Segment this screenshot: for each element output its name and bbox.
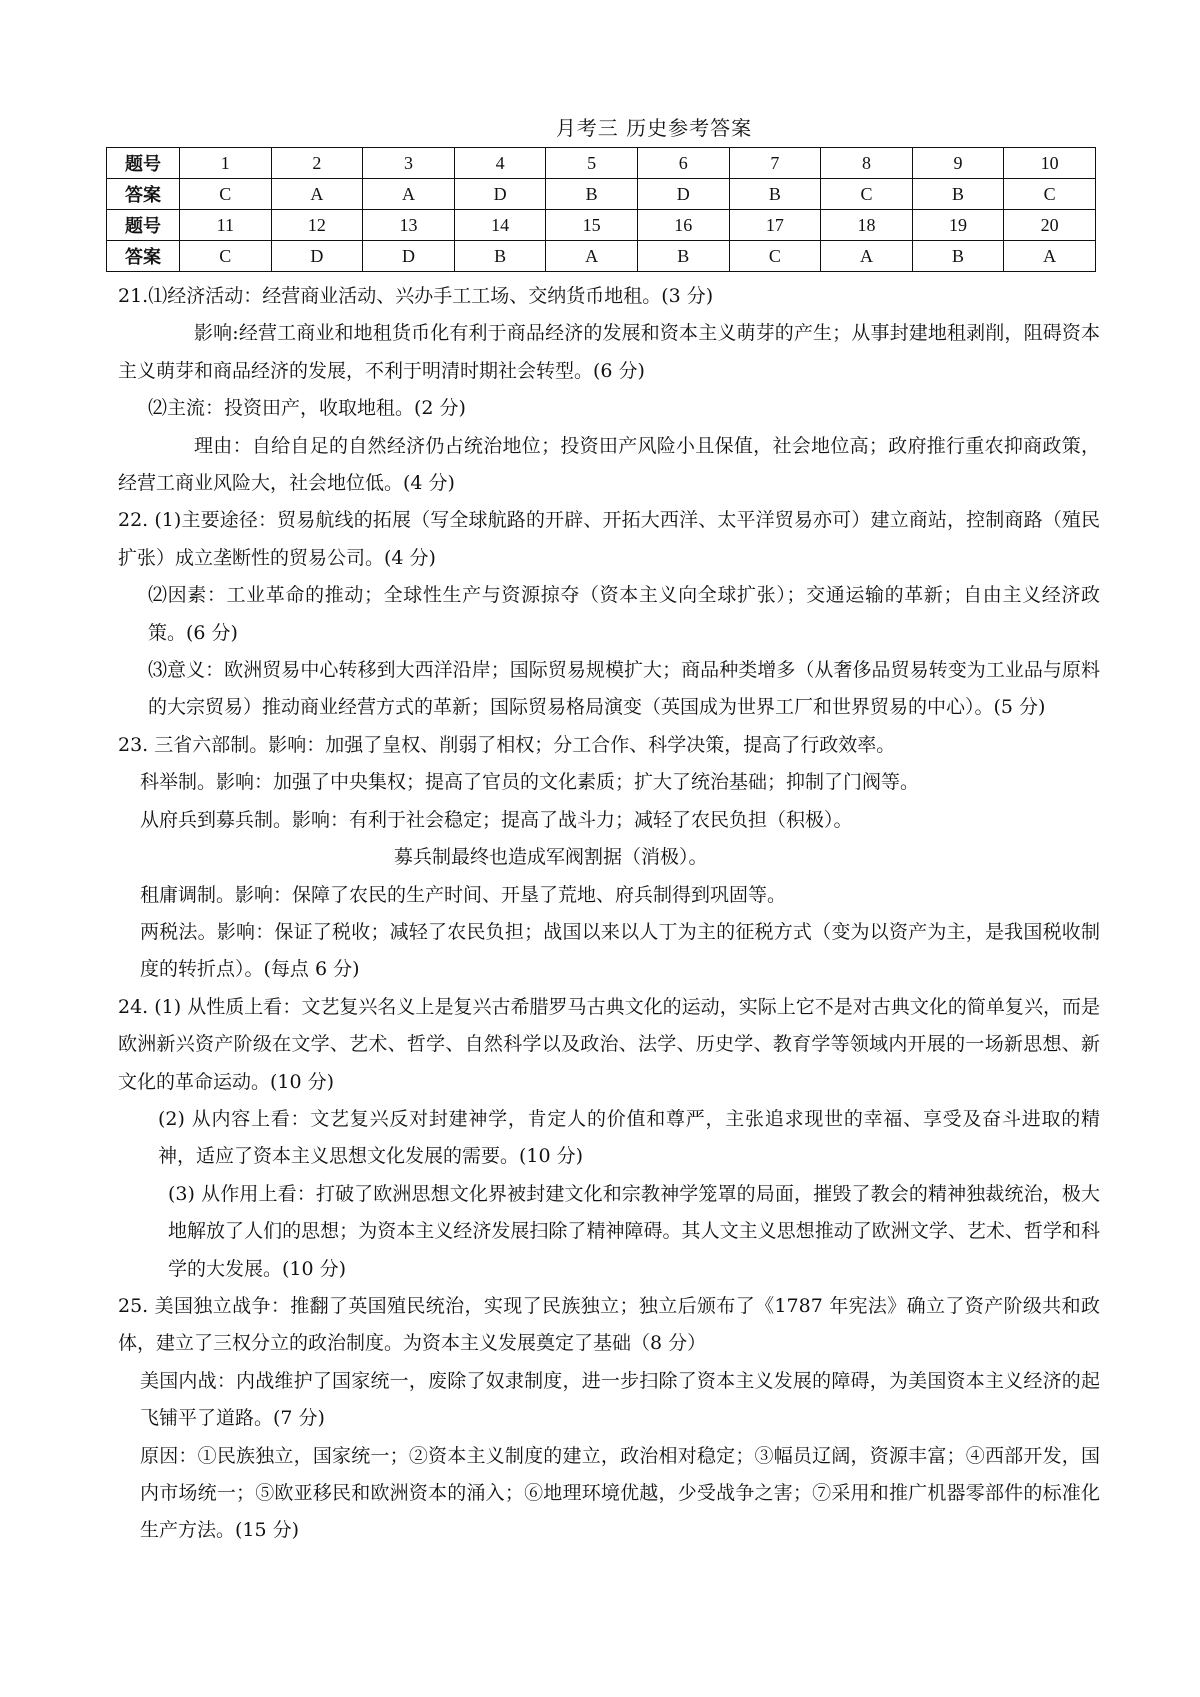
table-cell: B xyxy=(912,179,1004,210)
table-cell: 5 xyxy=(546,148,638,179)
table-cell: 19 xyxy=(912,210,1004,241)
q25-1: 25. 美国独立战争：推翻了英国殖民统治，实现了民族独立；独立后颁布了《1787 年宪法》确立了资产阶级共和政体，建立了三权分立的政治制度。为资本主义发展奠定了基础（8 分） xyxy=(118,1294,1100,1355)
q21-1: 21.⑴经济活动：经营商业活动、兴办手工工场、交纳货币地租。(3 分) xyxy=(118,285,714,307)
q23-3b: 募兵制最终也造成军阀割据（消极）。 xyxy=(394,846,708,869)
table-cell: 8 xyxy=(821,148,913,179)
q21-1-impact: 影响:经营工商业和地租货币化有利于商品经济的发展和资本主义萌芽的产生；从事封建地租剥削，阻碍资本主义萌芽和商品经济的发展，不利于明清时期社会转型。(6 分) xyxy=(118,322,1100,382)
table-cell: B xyxy=(637,241,729,272)
table-cell: A xyxy=(546,241,638,272)
q23-1: 23. 三省六部制。影响：加强了皇权、削弱了相权；分工合作、科学决策，提高了行政效率。 xyxy=(118,733,896,756)
table-cell: 2 xyxy=(271,148,363,179)
q23-3: 从府兵到募兵制。影响：有利于社会稳定；提高了战斗力；减轻了农民负担（积极）。 xyxy=(140,808,853,831)
table-row xyxy=(107,179,1096,210)
table-cell: 4 xyxy=(454,148,546,179)
table-cell: B xyxy=(454,241,546,272)
table-cell: C xyxy=(1004,179,1096,210)
table-cell: 16 xyxy=(637,210,729,241)
table-cell: 7 xyxy=(729,148,821,179)
q23-5: 两税法。影响：保证了税收；减轻了农民负担；战国以来以人丁为主的征税方式（变为以资产为主，是我国税收制度的转折点）。(每点 6 分) xyxy=(140,920,1100,981)
row-label: 答案 xyxy=(107,179,180,210)
q24-2: (2) 从内容上看：文艺复兴反对封建神学，肯定人的价值和尊严，主张追求现世的幸福、享受及奋斗进取的精神，适应了资本主义思想文化发展的需要。(10 分) xyxy=(158,1107,1100,1168)
q21-2-reason: 理由：自给自足的自然经济仍占统治地位；投资田产风险小且保值，社会地位高；政府推行重农抑商政策，经营工商业风险大，社会地位低。(4 分) xyxy=(118,434,1100,495)
page-title: 月考三 历史参考答案 xyxy=(555,116,753,140)
table-cell: 9 xyxy=(912,148,1004,179)
table-cell: 18 xyxy=(821,210,913,241)
q22-1: 22. (1)主要途径：贸易航线的拓展（写全球航路的开辟、开拓大西洋、太平洋贸易亦可）建立商站，控制商路（殖民扩张）成立垄断性的贸易公司。(4 分) xyxy=(118,509,1100,569)
table-cell: 13 xyxy=(363,210,455,241)
table-cell: D xyxy=(271,241,363,272)
answer-sheet xyxy=(118,112,1100,1550)
q25-3: 原因：①民族独立，国家统一；②资本主义制度的建立，政治相对稳定；③幅员辽阔，资源丰富；④西部开发，国内市场统一；⑤欧亚移民和欧洲资本的涌入；⑥地理环境优越，少受战争之害；⑦采用和推广机器零部件的标准化生产方法。(15 分) xyxy=(140,1444,1100,1542)
table-cell: 15 xyxy=(546,210,638,241)
table-cell: B xyxy=(729,179,821,210)
table-cell: 10 xyxy=(1004,148,1096,179)
table-row xyxy=(107,148,1096,179)
q25-2: 美国内战：内战维护了国家统一，废除了奴隶制度，进一步扫除了资本主义发展的障碍，为美国资本主义经济的起飞铺平了道路。(7 分) xyxy=(140,1369,1100,1430)
table-cell: C xyxy=(729,241,821,272)
table-cell: 20 xyxy=(1004,210,1096,241)
answer-table xyxy=(106,147,1096,272)
table-cell: C xyxy=(821,179,913,210)
q24-1: 24. (1) 从性质上看：文艺复兴名义上是复兴古希腊罗马古典文化的运动，实际上它不是对古典文化的简单复兴，而是欧洲新兴资产阶级在文学、艺术、哲学、自然科学以及政治、法学、历史学、教育学等领域内开展的一场新思想、新文化的革命运动。(10 分) xyxy=(118,995,1100,1093)
q24-3: (3) 从作用上看：打破了欧洲思想文化界被封建文化和宗教神学笼罩的局面，摧毁了教会的精神独裁统治，极大地解放了人们的思想；为资本主义经济发展扫除了精神障碍。其人文主义思想推动了欧洲文学、艺术、哲学和科学的大发展。(10 分) xyxy=(168,1182,1100,1280)
table-cell: D xyxy=(637,179,729,210)
row-label: 题号 xyxy=(107,148,180,179)
table-cell: 1 xyxy=(180,148,272,179)
table-cell: 12 xyxy=(271,210,363,241)
table-cell: 3 xyxy=(363,148,455,179)
q22-3: ⑶意义：欧洲贸易中心转移到大西洋沿岸；国际贸易规模扩大；商品种类增多（从奢侈品贸易转变为工业品与原料的大宗贸易）推动商业经营方式的革新；国际贸易格局演变（英国成为世界工厂和世界贸易的中心）。(5 分) xyxy=(148,659,1100,719)
q23-4: 租庸调制。影响：保障了农民的生产时间、开垦了荒地、府兵制得到巩固等。 xyxy=(140,883,787,906)
row-label: 答案 xyxy=(107,241,180,272)
table-cell: C xyxy=(180,241,272,272)
table-cell: B xyxy=(912,241,1004,272)
row-label: 题号 xyxy=(107,210,180,241)
table-cell: 14 xyxy=(454,210,546,241)
table-cell: A xyxy=(821,241,913,272)
q22-2: ⑵因素：工业革命的推动；全球性生产与资源掠夺（资本主义向全球扩张）；交通运输的革新；自由主义经济政策。(6 分) xyxy=(148,584,1100,644)
table-cell: A xyxy=(271,179,363,210)
answer-text xyxy=(118,278,1100,1550)
table-cell: A xyxy=(363,179,455,210)
table-cell: A xyxy=(1004,241,1096,272)
q23-2: 科举制。影响：加强了中央集权；提高了官员的文化素质；扩大了统治基础；抑制了门阀等。 xyxy=(140,771,920,794)
table-cell: C xyxy=(180,179,272,210)
table-cell: 11 xyxy=(180,210,272,241)
table-cell: B xyxy=(546,179,638,210)
table-row xyxy=(107,210,1096,241)
table-cell: D xyxy=(363,241,455,272)
table-cell: 17 xyxy=(729,210,821,241)
table-cell: D xyxy=(454,179,546,210)
q21-2: ⑵主流：投资田产，收取地租。(2 分) xyxy=(148,397,466,420)
table-cell: 6 xyxy=(637,148,729,179)
table-row xyxy=(107,241,1096,272)
